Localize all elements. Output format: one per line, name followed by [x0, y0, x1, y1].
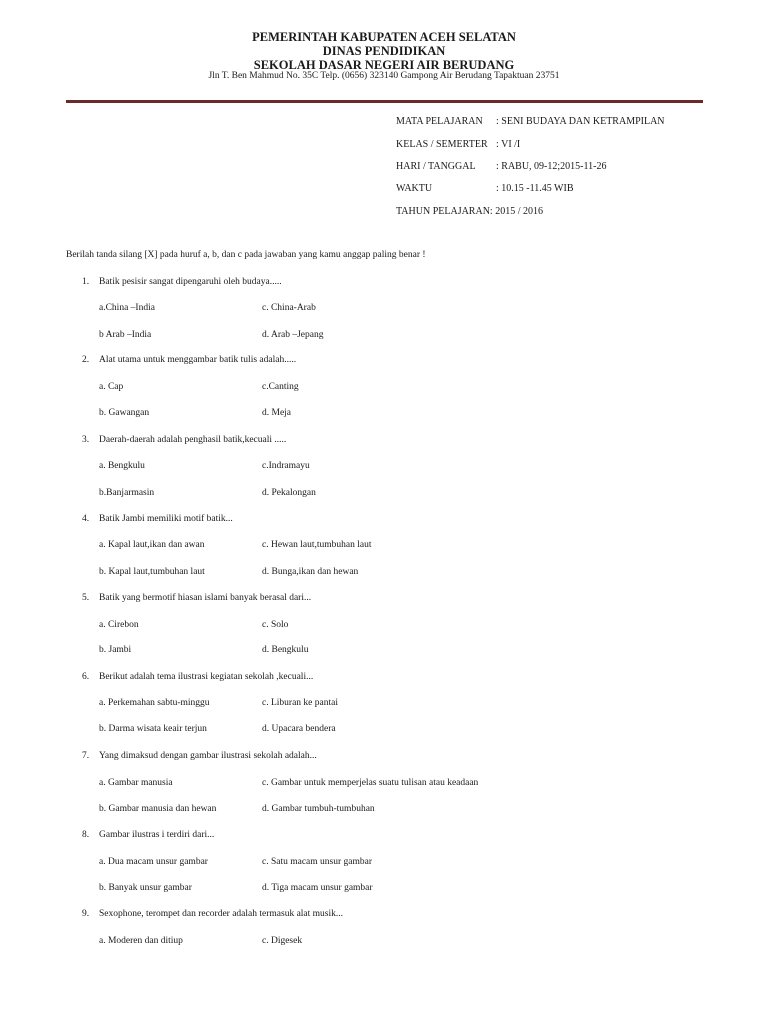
question-number: 1.: [82, 277, 90, 287]
question-number: 8.: [82, 830, 90, 840]
question-number: 9.: [82, 909, 90, 919]
meta-label: HARI / TANGGAL: [396, 161, 476, 172]
option-c[interactable]: c. Satu macam unsur gambar: [262, 857, 373, 867]
question-text: Berikut adalah tema ilustrasi kegiatan sekolah ,kecuali...: [99, 672, 314, 682]
school-address: Jln T. Ben Mahmud No. 35C Telp. (0656) 323140 Gampong Air Berudang Tapaktuan 23751: [208, 71, 560, 81]
meta-row: [396, 161, 606, 172]
meta-value: : VI /I: [496, 139, 521, 150]
option-a[interactable]: a. Gambar manusia: [99, 778, 173, 788]
meta-row: [396, 183, 574, 194]
school-title: SEKOLAH DASAR NEGERI AIR BERUDANG: [253, 58, 515, 72]
option-d[interactable]: d. Upacara bendera: [262, 724, 336, 734]
option-c[interactable]: c. Liburan ke pantai: [262, 698, 338, 708]
option-a[interactable]: a. Dua macam unsur gambar: [99, 857, 208, 867]
option-d[interactable]: d. Pekalongan: [262, 488, 316, 498]
question-number: 6.: [82, 672, 90, 682]
option-c[interactable]: c. Solo: [262, 620, 289, 630]
option-a[interactable]: a. Moderen dan ditiup: [99, 936, 183, 946]
option-a[interactable]: a. Bengkulu: [99, 461, 145, 471]
option-d[interactable]: d. Arab –Jepang: [262, 330, 324, 340]
question-text: Batik Jambi memiliki motif batik...: [99, 514, 233, 524]
meta-row: [396, 139, 520, 150]
government-title: PEMERINTAH KABUPATEN ACEH SELATAN: [252, 30, 516, 44]
option-b[interactable]: b Arab –India: [99, 330, 152, 340]
option-d[interactable]: d. Gambar tumbuh-tumbuhan: [262, 804, 375, 814]
option-a[interactable]: a. Perkemahan sabtu-minggu: [99, 698, 210, 708]
option-b[interactable]: b. Gawangan: [99, 408, 150, 418]
meta-value: : 2015 / 2016: [489, 206, 543, 217]
header-divider: [66, 100, 703, 103]
meta-row: [396, 116, 665, 127]
option-a[interactable]: a. Cirebon: [99, 620, 139, 630]
option-c[interactable]: c.Canting: [262, 382, 299, 392]
question-text: Daerah-daerah adalah penghasil batik,kecuali .....: [99, 435, 287, 445]
option-b[interactable]: b. Darma wisata keair terjun: [99, 724, 207, 734]
option-d[interactable]: d. Meja: [262, 408, 292, 418]
meta-label: WAKTU: [396, 183, 433, 194]
question-text: Sexophone, terompet dan recorder adalah termasuk alat musik...: [99, 909, 344, 919]
question-text: Gambar ilustras i terdiri dari...: [99, 830, 215, 840]
option-c[interactable]: c.Indramayu: [262, 461, 310, 471]
option-b[interactable]: b.Banjarmasin: [99, 488, 155, 498]
option-d[interactable]: d. Bengkulu: [262, 645, 309, 655]
question-text: Batik pesisir sangat dipengaruhi oleh budaya.....: [99, 277, 282, 287]
option-b[interactable]: b. Banyak unsur gambar: [99, 883, 192, 893]
option-d[interactable]: d. Bunga,ikan dan hewan: [262, 567, 359, 577]
question-number: 2.: [82, 355, 90, 365]
meta-label: KELAS / SEMERTER: [396, 139, 488, 150]
question-text: Batik yang bermotif hiasan islami banyak berasal dari...: [99, 593, 312, 603]
question-number: 7.: [82, 751, 90, 761]
meta-row: [396, 206, 543, 217]
question-number: 5.: [82, 593, 90, 603]
question-text: Alat utama untuk menggambar batik tulis adalah.....: [99, 355, 297, 365]
option-c[interactable]: c. China-Arab: [262, 303, 316, 313]
option-c[interactable]: c. Gambar untuk memperjelas suatu tulisan atau keadaan: [262, 778, 479, 788]
meta-label: TAHUN PELAJARAN: [396, 206, 490, 217]
option-a[interactable]: a. Kapal laut,ikan dan awan: [99, 540, 205, 550]
meta-value: : SENI BUDAYA DAN KETRAMPILAN: [496, 116, 665, 127]
option-c[interactable]: c. Digesek: [262, 936, 303, 946]
option-a[interactable]: a.China –India: [99, 303, 155, 313]
instruction-text: Berilah tanda silang [X] pada huruf a, b, dan c pada jawaban yang kamu anggap paling benar !: [66, 250, 426, 260]
option-c[interactable]: c. Hewan laut,tumbuhan laut: [262, 540, 372, 550]
option-b[interactable]: b. Kapal laut,tumbuhan laut: [99, 567, 205, 577]
question-number: 4.: [82, 514, 90, 524]
option-d[interactable]: d. Tiga macam unsur gambar: [262, 883, 373, 893]
option-b[interactable]: b. Jambi: [99, 645, 132, 655]
option-b[interactable]: b. Gambar manusia dan hewan: [99, 804, 217, 814]
meta-value: : RABU, 09-12;2015-11-26: [496, 161, 607, 172]
meta-value: : 10.15 -11.45 WIB: [496, 183, 574, 194]
question-text: Yang dimaksud dengan gambar ilustrasi sekolah adalah...: [99, 751, 317, 761]
meta-label: MATA PELAJARAN: [396, 116, 483, 127]
department-title: DINAS PENDIDIKAN: [322, 44, 446, 58]
option-a[interactable]: a. Cap: [99, 382, 124, 392]
question-number: 3.: [82, 435, 90, 445]
